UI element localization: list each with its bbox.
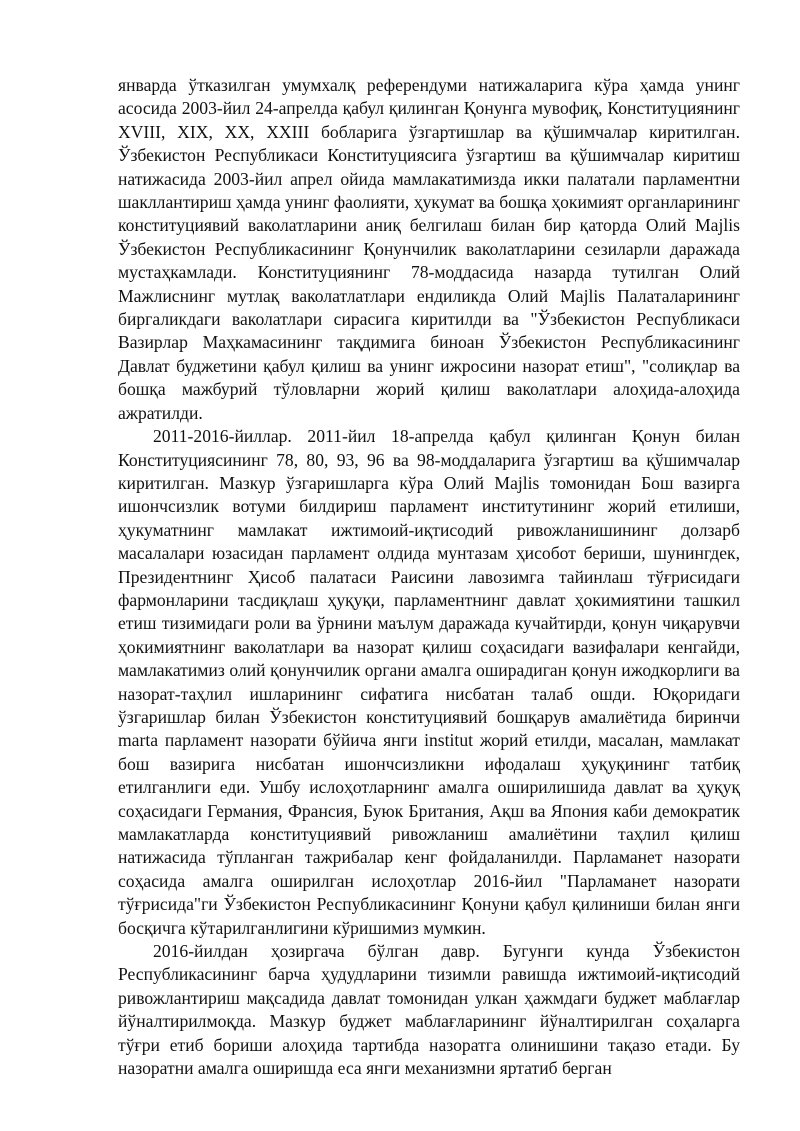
paragraph-2016-present: 2016-йилдан ҳозиргача бўлган давр. Бугунги кунда Ўзбекистон Республикасининг барча ҳудудларини тизимли равишда ижтимоий-иқтисодий ривожлантириш мақсадида давлат томонидан улкан ҳажмдаги буджет маблағлар йўналтирилмоқда. Мазкур буджет маблағларининг йўналтирилган соҳаларга тўғри етиб бориши алоҳида тартибда назоратга олинишини тақазо етади. Бу назоратни амалга оширишда еса янги механизмни яртатиб берган xyxy=(118,941,740,1079)
document-page xyxy=(118,74,740,1080)
paragraph-2011-2016: 2011-2016-йиллар. 2011-йил 18-апрелда қабул қилинган Қонун билан Конституциясининг 78, 80, 93, 96 ва 98-моддаларига ўзгартиш ва қўшимчалар киритилган. Мазкур ўзгаришларга кўра Олий Majlis томонидан Бош вазирга ишончсизлик вотуми билдириш парламент институтининг жорий етилиши, ҳукуматнинг мамлакат ижтимоий-иқтисодий ривожланишининг долзарб масалалари юзасидан парламент олдида мунтазам ҳисобот бериши, шунингдек, Президентнинг Ҳисоб палатаси Раисини лавозимга тайинлаш тўғрисидаги фармонларини тасдиқлаш ҳуқуқи, парламентнинг давлат ҳокимиятини ташкил етиш тизимидаги роли ва ўрнини маълум даражада кучайтирди, қонун чиқарувчи ҳокимиятнинг ваколатлари ва назорат қилиш соҳасидаги вазифалари кенгайди, мамлакатимиз олий қонунчилик органи амалга оширадиган қонун ижодкорлиги ва назорат-таҳлил ишларининг сифатига нисбатан талаб ошди. Юқоридаги ўзгаришлар билан Ўзбекистон конституциявий бошқарув амалиётида биринчи marta парламент назорати бўйича янги institut жорий етилди, масалан, мамлакат бош вазирига нисбатан ишончсизликни ифодалаш ҳуқуқининг татбиқ етилганлиги еди. Ушбу ислоҳотларнинг амалга оширилишида давлат ва ҳуқуқ соҳасидаги Германия, Франсия, Буюк Британия, Ақш ва Япония каби демократик мамлакатларда конституциявий ривожланиш амалиётини таҳлил қилиш натижасида тўпланган тажрибалар кенг фойдаланилди. Парламанет назорати соҳасида амалга оширилган ислоҳотлар 2016-йил "Парламанет назорати тўғрисида"ги Ўзбекистон Республикасининг Қонуни қабул қилиниши билан янги босқичга кўтарилганлигини кўришимиз мумкин. xyxy=(118,426,740,938)
paragraph-referendum-2003: январда ўтказилган умумхалқ референдуми натижаларига кўра ҳамда унинг асосида 2003-йил 24-апрелда қабул қилинган Қонунга мувофиқ, Конституциянинг XVIII, XIX, XX, XXIII бобларига ўзгартишлар ва қўшимчалар киритилган. Ўзбекистон Республикаси Конституциясига ўзгартиш ва қўшимчалар киритиш натижасида 2003-йил апрел ойида мамлакатимизда икки палатали парламентни шакллантириш ҳамда унинг фаолияти, ҳукумат ва бошқа ҳокимият органларининг конституциявий ваколатларини аниқ белгилаш билан бир қаторда Олий Majlis Ўзбекистон Республикасининг Қонунчилик ваколатларини сезиларли даражада мустаҳкамлади. Конституциянинг 78-моддасида назарда тутилган Олий Мажлиснинг мутлақ ваколатлатлари ендиликда Олий Majlis Палаталарининг биргаликдаги ваколатлари сирасига киритилди ва "Ўзбекистон Республикаси Вазирлар Маҳкамасининг тақдимига биноан Ўзбекистон Республикасининг Давлат буджетини қабул қилиш ва унинг ижросини назорат етиш", "солиқлар ва бошқа мажбурий тўловларни жорий қилиш ваколатлари алоҳида-алоҳида ажратилди. xyxy=(118,75,740,423)
